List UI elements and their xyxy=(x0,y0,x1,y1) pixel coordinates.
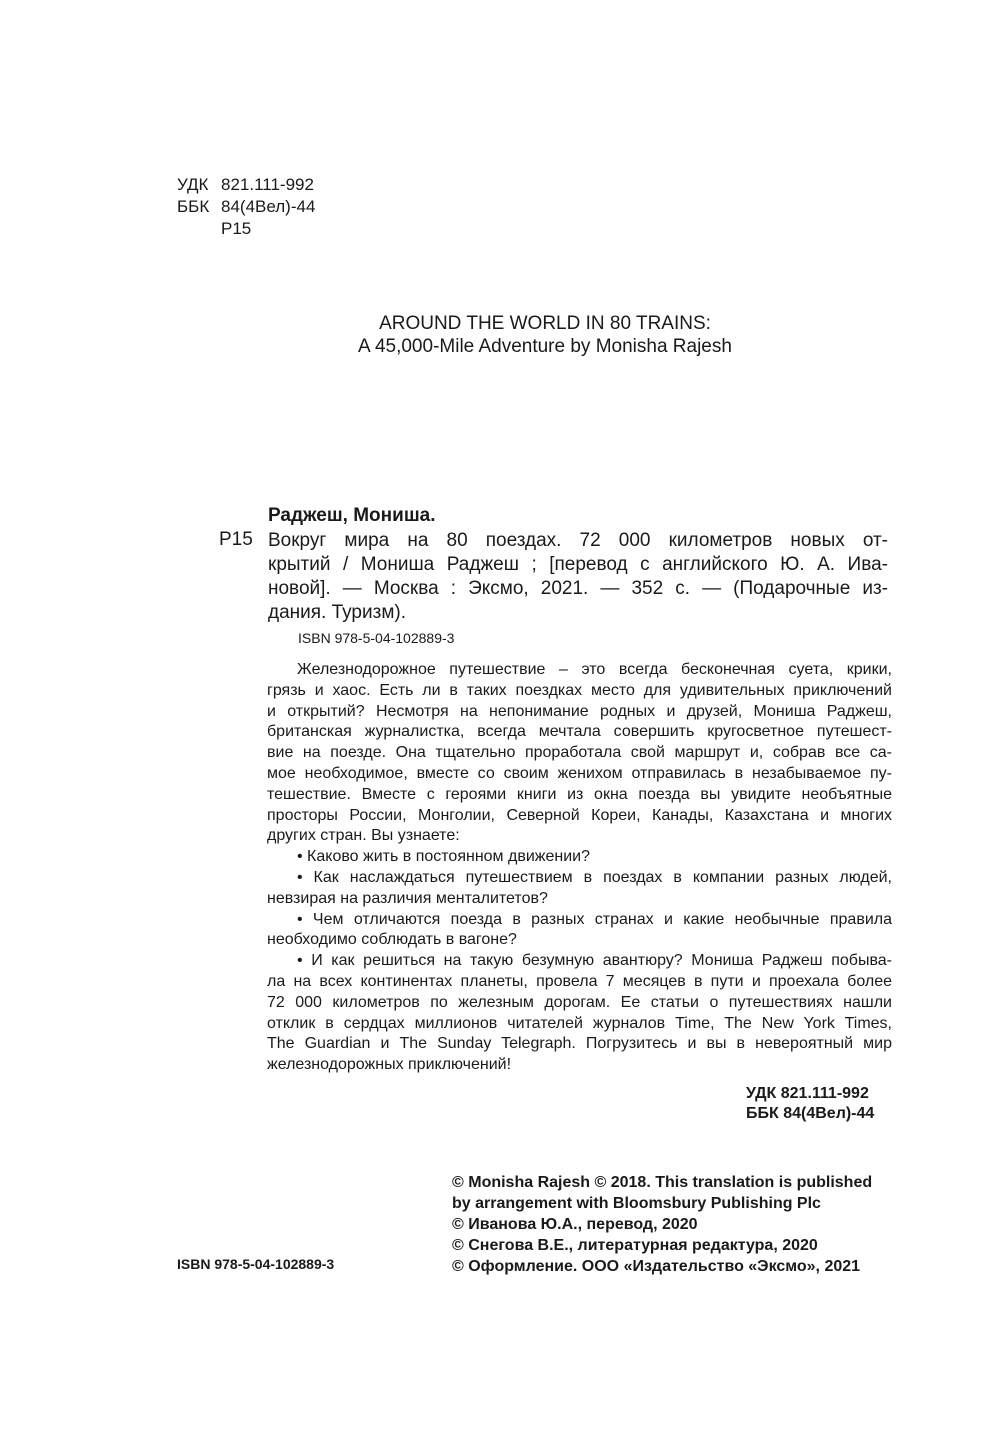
udk-row xyxy=(177,174,315,196)
annotation-line: невзирая на различия менталитетов? xyxy=(267,889,548,907)
catalog-line: дания. Туризм). xyxy=(268,602,406,623)
copyright-line: by arrangement with Bloomsbury Publishing Plc xyxy=(452,1195,821,1212)
annotation xyxy=(267,660,892,1076)
bbk-value: 84(4Вел)-44 xyxy=(221,197,316,216)
original-title-line-2: A 45,000-Mile Adventure by Monisha Rajesh xyxy=(358,336,732,357)
copyright-line: © Снегова В.Е., литературная редактура, 2020 xyxy=(452,1237,818,1254)
catalog-line: новой]. — Москва : Эксмо, 2021. — 352 с. — (Подарочные из- xyxy=(268,578,888,599)
original-title xyxy=(230,312,860,358)
annotation-line: и открытий? Несмотря на непонимание родных и друзей, Мониша Раджеш, xyxy=(267,702,892,720)
catalog-description xyxy=(268,529,888,625)
annotation-line: тешествие. Вместе с героями книги из окна поезда вы увидите необъятные xyxy=(267,785,892,803)
classification-block xyxy=(177,174,315,240)
annotation-line: просторы России, Монголии, Северной Кореи, Канады, Казахстана и многих xyxy=(267,806,892,824)
annotation-line: вие на поезде. Она тщательно проработала свой маршрут и, собрав все са- xyxy=(267,744,892,762)
bbk-row xyxy=(177,196,315,218)
annotation-line: The Guardian и The Sunday Telegraph. Погрузитесь и вы в невероятный мир xyxy=(267,1035,892,1053)
copyright-line: © Иванова Ю.А., перевод, 2020 xyxy=(452,1216,698,1233)
footer-isbn: ISBN 978-5-04-102889-3 xyxy=(177,1256,335,1272)
catalog-line: Вокруг мира на 80 поездах. 72 000 километров новых от- xyxy=(268,530,888,551)
udk-value: 821.111-992 xyxy=(221,175,314,194)
annotation-line: мое необходимое, вместе со своим женихом отправилась в незабываемое пу- xyxy=(267,764,892,782)
annotation-line: грязь и хаос. Есть ли в таких поездках место для удивительных приключений xyxy=(267,681,892,699)
annotation-line: ла на всех континентах планеты, провела 7 месяцев в пути и проехала более xyxy=(267,972,892,990)
classification-codes xyxy=(746,1084,874,1124)
catalog-line: крытий / Мониша Раджеш ; [перевод с английского Ю. А. Ива- xyxy=(268,554,888,575)
udk-label: УДК xyxy=(177,175,209,194)
bbk-code: ББК 84(4Вел)-44 xyxy=(746,1105,875,1122)
annotation-line: 72 000 километров по железным дорогам. Ее статьи о путешествиях нашли xyxy=(267,993,892,1011)
author-mark-top: Р15 xyxy=(221,219,252,238)
catalog-author: Раджеш, Мониша. xyxy=(268,505,436,526)
catalog-isbn: ISBN 978-5-04-102889-3 xyxy=(298,630,455,646)
annotation-line: Железнодорожное путешествие – это всегда бесконечная суета, крики, xyxy=(297,661,892,678)
bbk-label: ББК xyxy=(177,197,210,216)
annotation-bullet: • И как решиться на такую безумную авантюру? Мониша Раджеш побыва- xyxy=(297,952,892,970)
annotation-bullet: • Каково жить в постоянном движении? xyxy=(297,848,590,866)
annotation-line: отклик в сердцах миллионов читателей журналов Time, The New York Times, xyxy=(267,1014,892,1032)
annotation-line: других стран. Вы узнаете: xyxy=(267,827,460,845)
udk-code: УДК 821.111-992 xyxy=(746,1085,869,1102)
catalog-author-mark: Р15 xyxy=(219,529,253,550)
copyright-block xyxy=(452,1172,872,1277)
annotation-line: железнодорожных приключений! xyxy=(267,1056,512,1074)
annotation-bullet: • Чем отличаются поезда в разных странах и какие необычные правила xyxy=(297,910,892,928)
copyright-line: © Оформление. ООО «Издательство «Эксмо», 2021 xyxy=(452,1258,861,1275)
annotation-line: британская журналистка, всегда мечтала совершить кругосветное путешест- xyxy=(267,723,892,741)
annotation-bullet: • Как наслаждаться путешествием в поездах в компании разных людей, xyxy=(297,868,892,886)
original-title-line-1: AROUND THE WORLD IN 80 TRAINS: xyxy=(379,313,711,334)
copyright-line: © Monisha Rajesh © 2018. This translation is published xyxy=(452,1174,873,1191)
annotation-line: необходимо соблюдать в вагоне? xyxy=(267,931,517,949)
